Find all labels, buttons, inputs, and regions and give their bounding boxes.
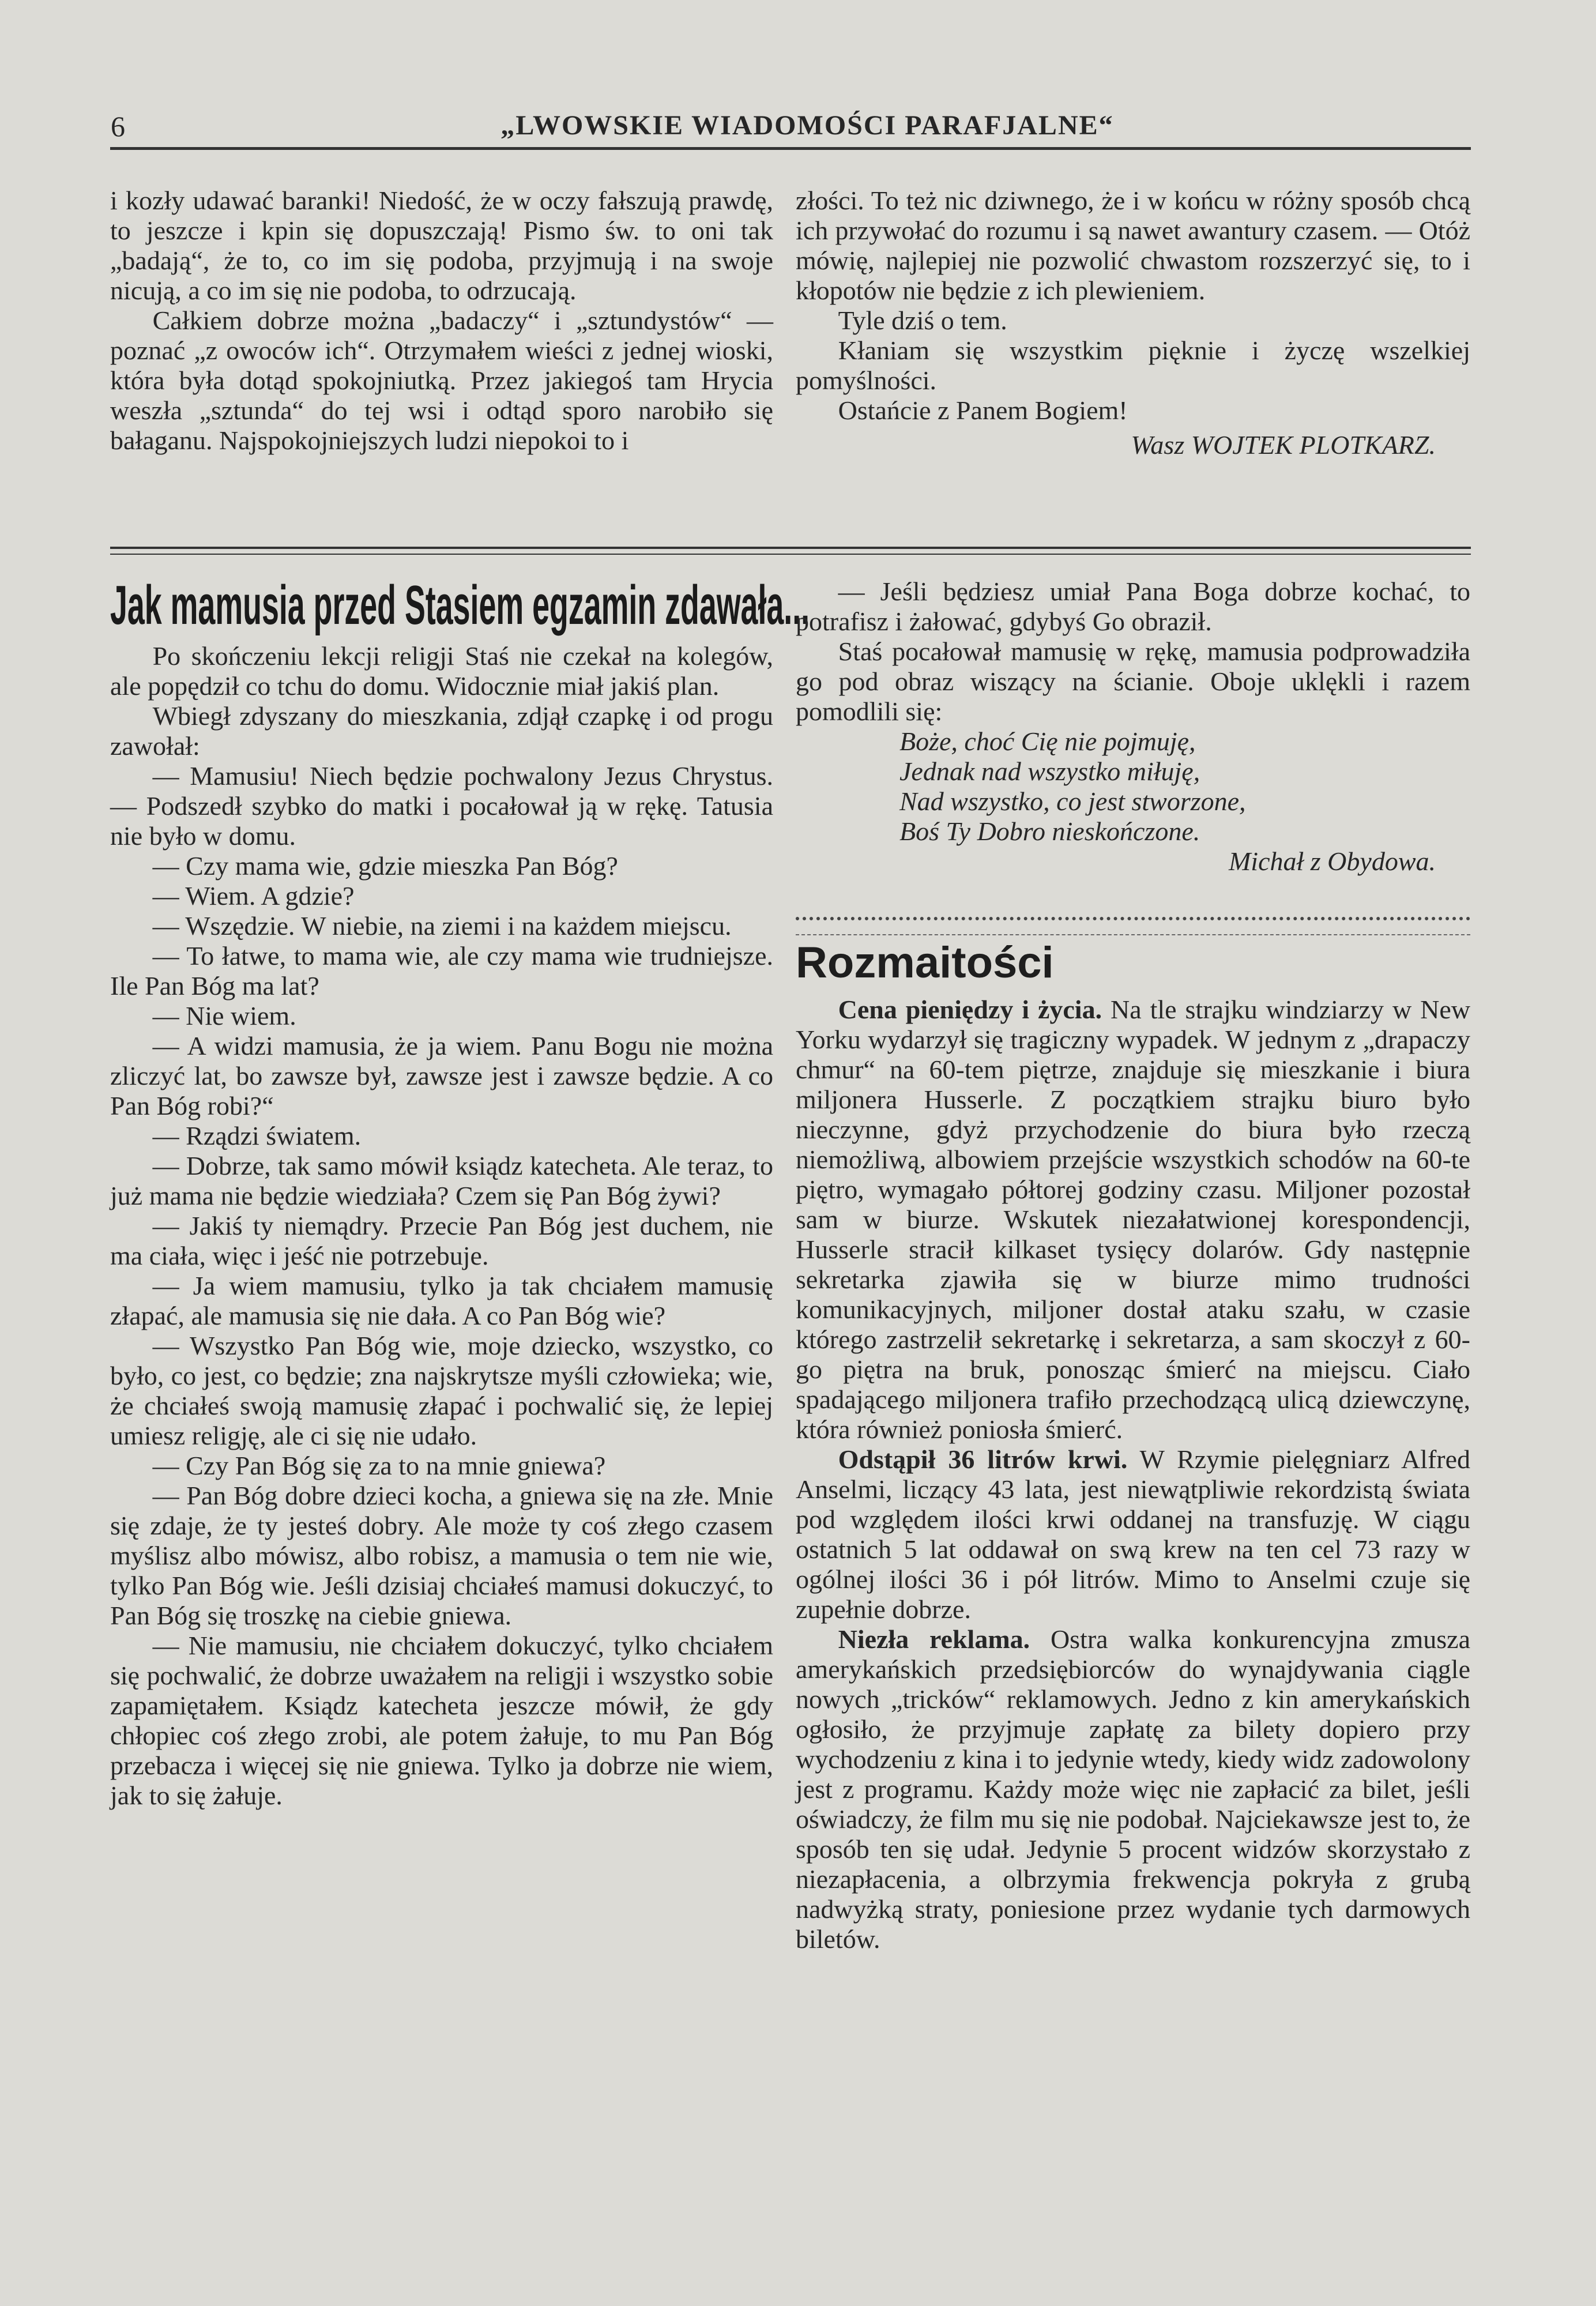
news-text: Na tle strajku windziarzy w New Yorku wydarzył się tragiczny wypadek. W jednym z „drapaczy chmur“ na 60-tem piętrze, znajduje się mieszkanie i biura miljonera Husserle. Z początkiem strajku biuro było nieczynne, gdyż przychodzenie do biura było rzeczą niemożliwą, albowiem przejście wszystkich schodów na 60-te piętro, wymagało półtorej godziny czasu. Miljoner pozostał sam w biurze. Wskutek niezałatwionej korespondencji, Husserle stracił kilkaset tysięcy dolarów. Gdy następnie sekretarka zjawiła się w biurze mimo trudności komunikacyjnych, miljoner dostał ataku szału, w czasie którego zastrzelił sekretarkę i sekretarza, a sam skoczył z 60-go piętra na bruk, ponosząc śmierć na miejscu. Ciało spadającego miljonera trafiło przechodzącą ulicą dziewczynę, która również poniosła śmierć. <box>796 995 1470 1444</box>
section-rule-bottom <box>110 554 1471 555</box>
paragraph: — Jeśli będziesz umiał Pana Boga dobrze kochać, to potrafisz i żałować, gdybyś Go obraził. <box>796 577 1470 636</box>
paragraph: — Nie wiem. <box>152 1001 296 1030</box>
paragraph: — Wszędzie. W niebie, na ziemi i na każdem miejscu. <box>152 911 732 941</box>
running-title: „LWOWSKIE WIADOMOŚCI PARAFJALNE“ <box>500 110 1114 141</box>
news-item <box>796 1624 1470 1954</box>
paragraph: — Wszystko Pan Bóg wie, moje dziecko, wszystko, co było, co jest, co będzie; zna najskrytsze myśli człowieka; wie, że chciałeś swoją mamusię złapać i pochwalić się, że lepiej umiesz religję, ale ci się nie udało. <box>110 1331 773 1450</box>
paragraph: Tyle dziś o tem. <box>838 306 1007 335</box>
news-lead: Niezła reklama. <box>838 1624 1030 1654</box>
news-item <box>796 1444 1470 1624</box>
article-right-column <box>796 577 1470 876</box>
paragraph: złości. To też nic dziwnego, że i w końcu w różny sposób chcą ich przywołać do rozumu i są nawet awantury czasem. — Otóż mówię, najlepiej nie pozwolić chwastom rozszerzyć się, to i kłopotów nie będzie z ich plewieniem. <box>796 186 1470 305</box>
article-left-column <box>110 641 773 1811</box>
section-rule-top <box>110 547 1471 549</box>
paragraph: — Mamusiu! Niech będzie pochwalony Jezus Chrystus. — Podszedł szybko do matki i pocałował ją w rękę. Tatusia nie było w domu. <box>110 761 773 851</box>
paragraph: — Czy Pan Bóg się za to na mnie gniewa? <box>152 1451 606 1480</box>
poem-line: Boże, choć Cię nie pojmuję, <box>899 727 1196 756</box>
paragraph: i kozły udawać baranki! Niedość, że w oczy fałszują prawdę, to jeszcze i kpin się dopuszczają! Pismo św. to oni tak „badają“, że to, co im się podoba, przyjmują i na swoje nicują, a co im się nie podoba, to odrzucają. <box>110 186 773 305</box>
news-lead: Cena pieniędzy i życia. <box>838 995 1102 1024</box>
paragraph: — A widzi mamusia, że ja wiem. Panu Bogu nie można zliczyć lat, bo zawsze był, zawsze jest i zawsze będzie. A co Pan Bóg robi?“ <box>110 1031 773 1120</box>
poem-line: Boś Ty Dobro nieskończone. <box>899 817 1200 846</box>
paragraph: — Dobrze, tak samo mówił ksiądz katecheta. Ale teraz, to już mama nie będzie wiedziała? Czem się Pan Bóg żywi? <box>110 1151 773 1210</box>
header-rule <box>110 147 1471 150</box>
top-right-column <box>796 186 1470 460</box>
paragraph: Po skończeniu lekcji religji Staś nie czekał na kolegów, ale popędził co tchu do domu. Widocznie miał jakiś plan. <box>110 641 773 701</box>
paragraph: — To łatwe, to mama wie, ale czy mama wie trudniejsze. Ile Pan Bóg ma lat? <box>110 941 773 1000</box>
section-heading: Rozmaitości <box>796 938 1054 987</box>
news-lead: Odstąpił 36 litrów krwi. <box>838 1444 1128 1474</box>
paragraph: Staś pocałował mamusię w rękę, mamusia podprowadziła go pod obraz wiszący na ścianie. Oboje uklękli i razem pomodlili się: <box>796 637 1470 726</box>
paragraph: Wbiegł zdyszany do mieszkania, zdjął czapkę i od progu zawołał: <box>110 701 773 761</box>
poem-line: Nad wszystko, co jest stworzone, <box>899 787 1246 816</box>
paragraph: — Wiem. A gdzie? <box>152 881 355 911</box>
paragraph: Kłaniam się wszystkim pięknie i życzę wszelkiej pomyślności. <box>796 336 1470 395</box>
paragraph: — Rządzi światem. <box>152 1121 362 1150</box>
article-author: Michał z Obydowa. <box>1228 847 1436 876</box>
news-text: W Rzymie pielęgniarz Alfred Anselmi, liczący 43 lata, jest niewątpliwie rekordzistą świata pod względem ilości krwi oddanej na transfuzję. W ciągu ostatnich 5 lat oddawał on swą krew na ten cel 73 razy w ogólnej ilości 36 i pół litrów. Mimo to Anselmi czuje się zupełnie dobrze. <box>796 1444 1470 1624</box>
article-title: Jak mamusia przed Stasiem egzamin zdawała... <box>110 574 810 636</box>
poem-line: Jednak nad wszystko miłuję, <box>899 757 1200 786</box>
page-number: 6 <box>111 110 125 142</box>
paragraph: — Pan Bóg dobre dzieci kocha, a gniewa się na złe. Mnie się zdaje, że ty jesteś dobry. Ale może ty coś złego czasem myślisz albo mówisz, albo robisz, a mamusia o tem nie wie, tylko Pan Bóg wie. Jeśli dzisiaj chciałeś mamusi dokuczyć, to Pan Bóg się troszkę na ciebie gniewa. <box>110 1481 773 1630</box>
paragraph: — Ja wiem mamusiu, tylko ja tak chciałem mamusię złapać, ale mamusia się nie dała. A co Pan Bóg wie? <box>110 1271 773 1330</box>
paragraph: Ostańcie z Panem Bogiem! <box>838 396 1128 425</box>
news-text: Ostra walka konkurencyjna zmusza amerykańskich przedsiębiorców do wynajdywania ciągle nowych „tricków“ reklamowych. Jedno z kin amerykańskich ogłosiło, że przyjmuje zapłatę za bilety dopiero przy wychodzeniu z kina i to jedynie wtedy, kiedy widz zadowolony jest z programu. Każdy może więc nie zapłacić za bilet, jeśli oświadczy, że film mu się nie podobał. Najciekawsze jest to, że sposób ten się udał. Jedynie 5 procent widzów skorzystało z niezapłacenia, a olbrzymia frekwencja pokryła z grubą nadwyżką straty, poniesione przez wydanie tych darmowych biletów. <box>796 1624 1470 1954</box>
paragraph: Całkiem dobrze można „badaczy“ i „sztundystów“ — poznać „z owoców ich“. Otrzymałem wieści z jednej wioski, która była dotąd spokojniutką. Przez jakiegoś tam Hrycia weszła „sztunda“ do tej wsi i odtąd sporo narobiło się bałaganu. Najspokojniejszych ludzi niepokoi to i <box>110 306 773 455</box>
news-item <box>796 995 1470 1444</box>
paragraph: — Jakiś ty niemądry. Przecie Pan Bóg jest duchem, nie ma ciała, więc i jeść nie potrzebuje. <box>110 1211 773 1270</box>
poem <box>796 727 1470 847</box>
rozmaitosci-column <box>796 995 1470 1954</box>
paragraph: — Czy mama wie, gdzie mieszka Pan Bóg? <box>152 851 618 881</box>
paragraph: — Nie mamusiu, nie chciałem dokuczyć, tylko chciałem się pochwalić, że dobrze uważałem na religji i wszystko sobie zapamiętałem. Ksiądz katecheta jeszcze mówił, że gdy chłopiec coś złego zrobi, ale potem żałuje, to mu Pan Bóg przebacza i więcej się nie gniewa. Tylko ja dobrze nie wiem, jak to się żałuje. <box>110 1631 773 1810</box>
top-left-column <box>110 186 773 456</box>
ornament-divider <box>796 917 1470 935</box>
signature: Wasz WOJTEK PLOTKARZ. <box>1131 430 1436 460</box>
